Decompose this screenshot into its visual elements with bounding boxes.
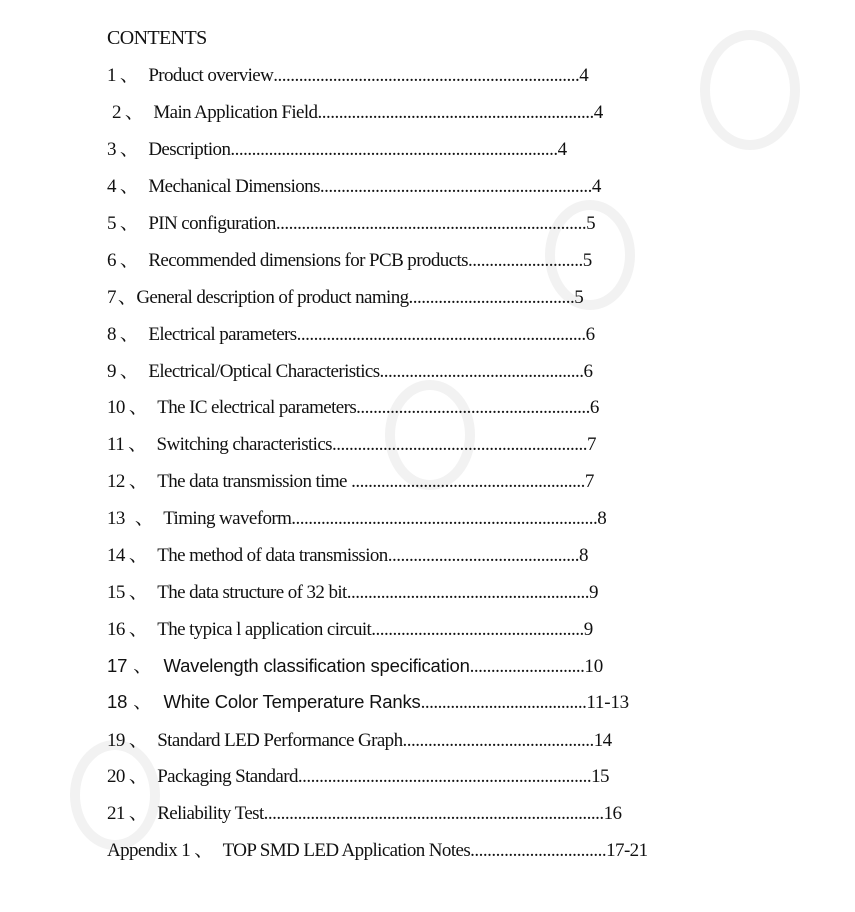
entry-separator: 、 <box>128 471 148 492</box>
entry-number: Appendix 1 <box>107 840 191 861</box>
dot-leader: ........................... <box>467 250 583 271</box>
toc-entry[interactable] <box>107 360 592 384</box>
entry-separator: 、 <box>128 619 148 640</box>
entry-page: 8 <box>578 545 588 566</box>
entry-page: 10 <box>584 656 604 677</box>
entry-separator: 、 <box>133 655 152 676</box>
entry-title: The data structure of 32 bit <box>157 582 347 603</box>
dot-leader: ........................... <box>469 656 585 677</box>
entry-title: Standard LED Performance Graph <box>157 730 403 751</box>
dot-leader: ........................................................................ <box>273 65 580 86</box>
entry-title: Wavelength classification specification <box>163 655 470 676</box>
entry-separator: 、 <box>128 803 148 824</box>
entry-title: The IC electrical parameters <box>157 397 357 418</box>
entry-page: 6 <box>585 324 595 345</box>
dot-leader: ..................................................................... <box>297 766 592 787</box>
entry-separator: 、 <box>128 766 148 787</box>
toc-entry[interactable] <box>107 618 593 642</box>
entry-title: The method of data transmission <box>157 545 388 566</box>
toc-entry[interactable] <box>107 433 596 457</box>
entry-separator: 、 <box>128 434 147 455</box>
toc-entry[interactable] <box>107 249 592 273</box>
dot-leader: ................................................................................ <box>263 803 604 824</box>
entry-number: 14 <box>107 545 125 566</box>
entry-number: 15 <box>107 582 125 603</box>
entry-separator: 、 <box>119 213 139 234</box>
entry-page: 4 <box>579 65 589 86</box>
entry-separator: 、 <box>128 397 148 418</box>
entry-number: 1 <box>107 65 116 86</box>
dot-leader: ............................................................ <box>331 434 587 455</box>
entry-page: 14 <box>593 730 612 751</box>
entry-page: 7 <box>586 434 596 455</box>
entry-number: 18 <box>107 691 128 712</box>
dot-leader: ....................................... <box>420 692 587 713</box>
entry-page: 6 <box>589 397 599 418</box>
entry-number: 5 <box>107 213 116 234</box>
entry-title: White Color Temperature Ranks <box>163 691 421 712</box>
dot-leader: ....................................... <box>408 287 575 308</box>
entry-page: 5 <box>582 250 592 271</box>
dot-leader: ......................................................... <box>346 582 589 603</box>
entry-separator: 、 <box>128 730 148 751</box>
dot-leader: ............................................. <box>387 545 579 566</box>
entry-number: 10 <box>107 397 125 418</box>
entry-title: Recommended dimensions for PCB products <box>148 250 468 271</box>
entry-number: 11 <box>107 434 125 455</box>
entry-separator: 、 <box>117 287 137 308</box>
toc-entry[interactable] <box>107 802 621 826</box>
entry-separator: 、 <box>134 508 154 529</box>
dot-leader: ................................ <box>470 840 607 861</box>
contents-heading: CONTENTS <box>107 27 207 49</box>
entry-number: 20 <box>107 766 125 787</box>
entry-page: 5 <box>574 287 584 308</box>
dot-leader: .................................................. <box>371 619 584 640</box>
entry-title: Electrical parameters <box>148 324 297 345</box>
entry-page: 5 <box>586 213 595 234</box>
dot-leader: ................................................................. <box>317 102 594 123</box>
dot-leader: ................................................................ <box>319 176 592 197</box>
toc-entry[interactable] <box>107 212 595 236</box>
toc-entry[interactable] <box>107 175 601 199</box>
toc-entry[interactable] <box>107 286 583 310</box>
toc-entry[interactable] <box>107 323 595 347</box>
entry-page: 8 <box>597 508 607 529</box>
entry-number: 8 <box>107 324 116 345</box>
entry-separator: 、 <box>128 582 148 603</box>
dot-leader: ............................................. <box>402 730 594 751</box>
dot-leader: ............................................................................. <box>230 139 558 160</box>
entry-page: 4 <box>593 102 603 123</box>
entry-title: General description of product naming <box>136 287 409 308</box>
entry-page: 4 <box>591 176 601 197</box>
toc-entry[interactable] <box>107 690 629 715</box>
entry-page: 7 <box>584 471 594 492</box>
entry-title: Electrical/Optical Characteristics <box>148 361 380 382</box>
toc-entry[interactable] <box>107 765 609 789</box>
entry-number: 4 <box>107 176 116 197</box>
entry-number: 19 <box>107 730 125 751</box>
dot-leader: ....................................................... <box>346 471 585 492</box>
entry-title: Reliability Test <box>157 803 264 824</box>
toc-entry[interactable] <box>107 138 567 162</box>
toc-entry[interactable] <box>107 654 603 679</box>
toc-entry[interactable] <box>112 101 603 125</box>
watermark-ring <box>700 30 800 150</box>
entry-title: Timing waveform <box>163 508 292 529</box>
toc-entry[interactable] <box>107 396 599 420</box>
entry-page: 6 <box>583 361 593 382</box>
toc-entry[interactable] <box>107 729 612 753</box>
entry-number: 17 <box>107 655 128 676</box>
entry-separator: 、 <box>119 361 139 382</box>
entry-page: 16 <box>603 803 622 824</box>
entry-number: 21 <box>107 803 125 824</box>
entry-title: Packaging Standard <box>157 766 298 787</box>
dot-leader: ........................................................................ <box>291 508 598 529</box>
entry-title: The data transmission time <box>157 471 347 492</box>
entry-number: 16 <box>107 619 125 640</box>
entry-page: 9 <box>583 619 593 640</box>
entry-page: 9 <box>588 582 598 603</box>
dot-leader: .................................................................... <box>296 324 586 345</box>
entry-number: 6 <box>107 250 116 271</box>
entry-separator: 、 <box>119 324 139 345</box>
entry-title: Main Application Field <box>153 102 318 123</box>
entry-title: TOP SMD LED Application Notes <box>222 840 471 861</box>
entry-separator: 、 <box>124 102 144 123</box>
toc-entry[interactable] <box>107 544 588 568</box>
entry-separator: 、 <box>119 65 139 86</box>
entry-title: The typica l application circuit <box>157 619 372 640</box>
entry-number: 2 <box>112 102 121 123</box>
entry-separator: 、 <box>128 545 148 566</box>
entry-title: Mechanical Dimensions <box>148 176 320 197</box>
toc-entry[interactable] <box>107 507 606 531</box>
dot-leader: ....................................................... <box>356 397 590 418</box>
entry-page: 4 <box>557 139 567 160</box>
toc-entry[interactable] <box>107 470 594 494</box>
entry-title: Description <box>148 139 231 160</box>
entry-number: 12 <box>107 471 125 492</box>
entry-page: 11-13 <box>586 692 629 713</box>
entry-title: Product overview <box>148 65 274 86</box>
entry-number: 9 <box>107 361 116 382</box>
entry-number: 7 <box>107 287 116 308</box>
dot-leader: ......................................................................... <box>275 213 587 234</box>
entry-title: PIN configuration <box>148 213 276 234</box>
entry-number: 13 <box>107 508 125 529</box>
toc-entry[interactable] <box>107 64 588 88</box>
entry-separator: 、 <box>194 840 213 861</box>
entry-page: 15 <box>591 766 609 787</box>
toc-entry[interactable] <box>107 839 647 863</box>
entry-separator: 、 <box>119 250 139 271</box>
entry-number: 3 <box>107 139 116 160</box>
toc-entry[interactable] <box>107 581 598 605</box>
entry-title: Switching characteristics <box>156 434 332 455</box>
dot-leader: ................................................ <box>379 361 584 382</box>
entry-separator: 、 <box>119 139 139 160</box>
entry-separator: 、 <box>133 691 152 712</box>
watermark-ring <box>70 740 160 850</box>
entry-page: 17-21 <box>606 840 648 861</box>
entry-separator: 、 <box>119 176 139 197</box>
